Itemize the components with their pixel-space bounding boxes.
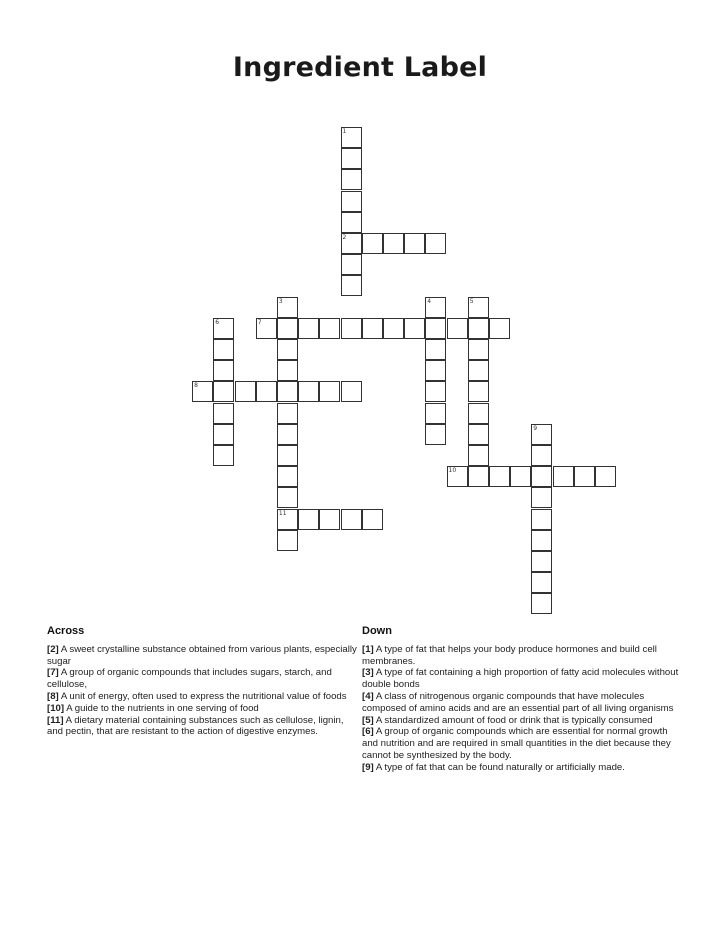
clue-num: [8]	[47, 690, 59, 702]
crossword-cell[interactable]	[341, 233, 362, 254]
down-clue-list	[362, 644, 682, 774]
crossword-cell[interactable]	[425, 360, 446, 381]
clue-item	[47, 703, 357, 715]
across-clues	[47, 626, 357, 738]
clue-text: A sweet crystalline substance obtained from various plants, especially sugar	[47, 643, 357, 667]
across-clue-list	[47, 644, 357, 738]
crossword-cell[interactable]	[531, 530, 552, 551]
crossword-cell[interactable]	[489, 466, 510, 487]
clue-text: A guide to the nutrients in one serving of food	[64, 702, 259, 714]
clue-number: 8	[194, 382, 198, 390]
crossword-cell[interactable]	[298, 318, 319, 339]
clue-text: A standardized amount of food or drink that is typically consumed	[373, 714, 653, 726]
crossword-cell[interactable]	[425, 424, 446, 445]
crossword-cell[interactable]	[468, 360, 489, 381]
crossword-cell[interactable]	[341, 169, 362, 190]
crossword-cell[interactable]	[341, 509, 362, 530]
clue-text: A group of organic compounds that includes sugars, starch, and cellulose,	[47, 667, 332, 691]
puzzle-title: Ingredient Label	[232, 52, 488, 83]
crossword-cell[interactable]	[447, 318, 468, 339]
crossword-cell[interactable]	[213, 403, 234, 424]
crossword-cell[interactable]	[362, 233, 383, 254]
clue-num: [5]	[362, 714, 374, 726]
clue-item	[47, 644, 357, 668]
crossword-cell[interactable]	[213, 360, 234, 381]
clue-text: A unit of energy, often used to express the nutritional value of foods	[58, 690, 347, 702]
clue-number: 6	[215, 318, 220, 326]
crossword-cell[interactable]	[277, 381, 298, 402]
crossword-cell[interactable]	[468, 424, 489, 445]
crossword-cell[interactable]	[277, 318, 298, 339]
crossword-cell[interactable]	[213, 381, 234, 402]
crossword-cell[interactable]	[468, 445, 489, 466]
clue-number: 2	[342, 234, 347, 241]
crossword-cell[interactable]	[213, 318, 234, 339]
crossword-cell[interactable]	[341, 148, 362, 169]
crossword-cell[interactable]	[425, 381, 446, 402]
clue-number: 10	[448, 467, 457, 475]
crossword-cell[interactable]	[468, 403, 489, 424]
crossword-cell[interactable]	[553, 466, 574, 487]
crossword-cell[interactable]	[319, 318, 340, 339]
crossword-cell[interactable]	[531, 487, 552, 508]
crossword-cell[interactable]	[468, 466, 489, 487]
crossword-cell[interactable]	[298, 381, 319, 402]
crossword-cell[interactable]	[277, 403, 298, 424]
crossword-cell[interactable]	[341, 212, 362, 233]
clue-item	[362, 726, 682, 761]
crossword-cell[interactable]	[468, 339, 489, 360]
crossword-cell[interactable]	[256, 381, 277, 402]
crossword-cell[interactable]	[213, 424, 234, 445]
clue-text: A type of fat containing a high proportion of fatty acid molecules without double bonds	[362, 667, 679, 691]
crossword-cell[interactable]	[531, 466, 552, 487]
down-heading: Down	[362, 625, 392, 637]
crossword-cell[interactable]	[341, 127, 362, 148]
clue-text: A class of nitrogenous organic compounds that have molecules composed of amino acids and are an essential part of all living organisms	[362, 690, 674, 714]
crossword-cell[interactable]	[362, 318, 383, 339]
clue-number: 3	[278, 297, 283, 305]
crossword-cell[interactable]	[383, 318, 404, 339]
crossword-cell[interactable]	[531, 551, 552, 572]
crossword-cell[interactable]	[298, 509, 319, 530]
clue-item	[362, 691, 682, 715]
crossword-cell[interactable]	[425, 233, 446, 254]
crossword-cell[interactable]	[213, 445, 234, 466]
clue-text: A type of fat that helps your body produce hormones and build cell membranes.	[362, 643, 657, 667]
clue-num: [11]	[47, 714, 64, 726]
clue-number: 11	[278, 509, 287, 517]
crossword-cell[interactable]	[531, 572, 552, 593]
crossword-cell[interactable]	[595, 466, 616, 487]
crossword-cell[interactable]	[468, 381, 489, 402]
clue-item	[362, 644, 682, 668]
crossword-cell[interactable]	[574, 466, 595, 487]
clue-number: 7	[257, 318, 262, 326]
clue-num: [3]	[362, 667, 374, 679]
crossword-cell[interactable]	[235, 381, 256, 402]
across-heading: Across	[47, 625, 85, 637]
clue-text: A dietary material containing substances such as cellulose, lignin, and pectin, that are resistant to the action of digestive enzymes.	[47, 714, 344, 738]
crossword-cell[interactable]	[468, 318, 489, 339]
crossword-cell[interactable]	[425, 339, 446, 360]
crossword-cell[interactable]	[447, 466, 468, 487]
crossword-cell[interactable]	[404, 318, 425, 339]
crossword-cell[interactable]	[277, 297, 298, 318]
crossword-cell[interactable]	[277, 530, 298, 551]
crossword-cell[interactable]	[341, 381, 362, 402]
crossword-cell[interactable]	[277, 509, 298, 530]
crossword-cell[interactable]	[383, 233, 404, 254]
clue-number: 9	[533, 424, 538, 432]
clue-item	[47, 715, 357, 739]
crossword-cell[interactable]	[531, 509, 552, 530]
crossword-cell[interactable]	[341, 191, 362, 212]
crossword-cell[interactable]	[277, 466, 298, 487]
crossword-cell[interactable]	[531, 593, 552, 614]
crossword-cell[interactable]	[319, 381, 340, 402]
crossword-cell[interactable]	[192, 381, 213, 402]
clue-num: [6]	[362, 726, 374, 738]
crossword-cell[interactable]	[531, 445, 552, 466]
clue-num: [7]	[47, 667, 59, 679]
clue-text: A group of organic compounds which are essential for normal growth and nutrition and are required in small quantities in the diet because they cannot be synthesized by the body.	[362, 726, 671, 761]
crossword-cell[interactable]	[341, 318, 362, 339]
clue-number: 5	[469, 297, 474, 305]
crossword-cell[interactable]	[341, 254, 362, 275]
crossword-cell[interactable]	[277, 487, 298, 508]
clue-number: 1	[342, 128, 347, 135]
clue-num: [9]	[362, 761, 374, 773]
crossword-cell[interactable]	[362, 509, 383, 530]
clue-num: [4]	[362, 690, 374, 702]
down-clues	[362, 626, 682, 774]
clue-item	[362, 667, 682, 691]
crossword-cell[interactable]	[277, 360, 298, 381]
crossword-cell[interactable]	[531, 424, 552, 445]
clue-num: [1]	[362, 643, 374, 655]
crossword-cell[interactable]	[510, 466, 531, 487]
clue-num: [2]	[47, 643, 59, 655]
crossword-cell[interactable]	[256, 318, 277, 339]
crossword-cell[interactable]	[468, 297, 489, 318]
clue-item	[47, 691, 357, 703]
crossword-cell[interactable]	[277, 424, 298, 445]
clue-item	[362, 762, 682, 774]
clue-number: 4	[427, 297, 432, 305]
crossword-cell[interactable]	[341, 275, 362, 296]
clue-item	[362, 715, 682, 727]
crossword-cell[interactable]	[277, 339, 298, 360]
crossword-cell[interactable]	[489, 318, 510, 339]
clue-text: A type of fat that can be found naturally or artificially made.	[373, 761, 625, 773]
crossword-cell[interactable]	[425, 318, 446, 339]
clue-num: [10]	[47, 702, 65, 714]
crossword-cell[interactable]	[213, 339, 234, 360]
clue-item	[47, 667, 357, 691]
crossword-cell[interactable]	[319, 509, 340, 530]
crossword-cell[interactable]	[425, 297, 446, 318]
crossword-cell[interactable]	[404, 233, 425, 254]
crossword-cell[interactable]	[425, 403, 446, 424]
crossword-cell[interactable]	[277, 445, 298, 466]
